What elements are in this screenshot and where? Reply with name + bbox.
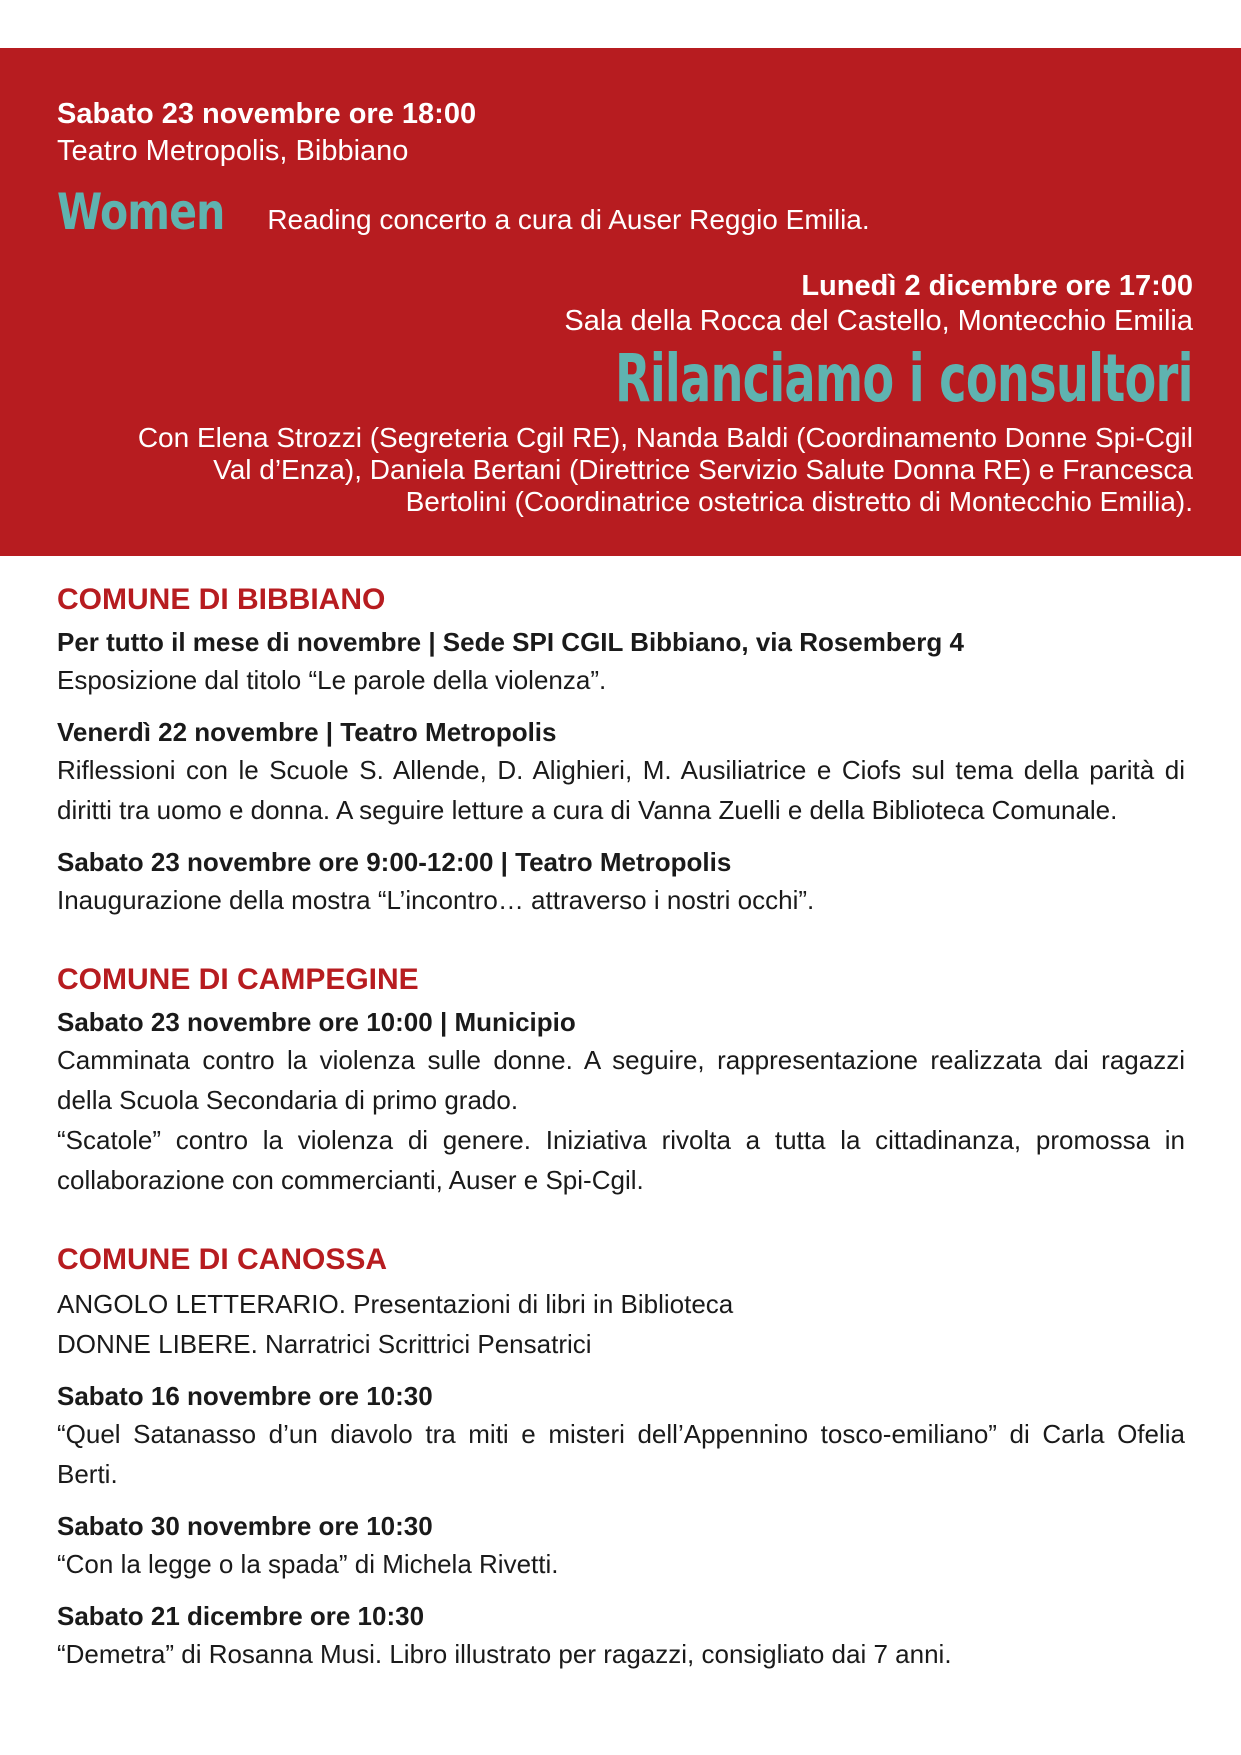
- event2-date: Lunedì 2 dicembre ore 17:00: [801, 270, 1193, 302]
- event-text: Inaugurazione della mostra “L’incontro… attraverso i nostri occhi”.: [57, 885, 815, 915]
- event1-place: Teatro Metropolis, Bibbiano: [57, 135, 409, 167]
- section-title: COMUNE DI CANOSSA: [57, 1243, 388, 1276]
- event-heading: Venerdì 22 novembre | Teatro Metropolis: [57, 717, 557, 747]
- event2-description: Con Elena Strozzi (Segreteria Cgil RE), Nanda Baldi (Coordinamento Donne Spi-Cgil Val d’Enza), Daniela Bertani (Direttrice Servizio Salute Donna RE) e Francesca Bertolini (Coordinatrice ostetrica distretto di Montecchio Emilia).: [137, 422, 1193, 517]
- event-text: “Con la legge o la spada” di Michela Rivetti.: [57, 1549, 559, 1579]
- event1-date: Sabato 23 novembre ore 18:00: [57, 98, 477, 130]
- event-heading: Sabato 30 novembre ore 10:30: [57, 1511, 433, 1541]
- section-bibbiano: [57, 582, 1185, 920]
- section-canossa: [57, 1242, 1185, 1674]
- section-title: COMUNE DI BIBBIANO: [57, 583, 386, 616]
- event1-title: Women: [57, 183, 225, 241]
- event-heading: Sabato 23 novembre ore 9:00-12:00 | Teatro Metropolis: [57, 847, 732, 877]
- event2-title: Rilanciamo i consultori: [615, 340, 1193, 417]
- event-heading: Sabato 21 dicembre ore 10:30: [57, 1601, 425, 1631]
- section-intro: DONNE LIBERE. Narratrici Scrittrici Pensatrici: [57, 1329, 592, 1359]
- section-intro: ANGOLO LETTERARIO. Presentazioni di libri in Biblioteca: [57, 1289, 734, 1319]
- event2-place: Sala della Rocca del Castello, Montecchio Emilia: [564, 305, 1193, 337]
- event1-row: [57, 183, 870, 241]
- event-heading: Per tutto il mese di novembre | Sede SPI CGIL Bibbiano, via Rosemberg 4: [57, 627, 964, 657]
- event-heading: Sabato 23 novembre ore 10:00 | Municipio: [57, 1007, 576, 1037]
- event-text: “Scatole” contro la violenza di genere. Iniziativa rivolta a tutta la cittadinanza, promossa in collaborazione con commercianti, Auser e Spi-Cgil.: [57, 1125, 1185, 1195]
- event-text: Riflessioni con le Scuole S. Allende, D. Alighieri, M. Ausiliatrice e Ciofs sul tema della parità di diritti tra uomo e donna. A seguire letture a cura di Vanna Zuelli e della Biblioteca Comunale.: [57, 755, 1185, 825]
- event-text: “Quel Satanasso d’un diavolo tra miti e misteri dell’Appennino tosco-emiliano” di Carla Ofelia Berti.: [57, 1419, 1185, 1489]
- event-text: “Demetra” di Rosanna Musi. Libro illustrato per ragazzi, consigliato dai 7 anni.: [57, 1639, 952, 1669]
- event-text: Esposizione dal titolo “Le parole della violenza”.: [57, 665, 607, 695]
- event-heading: Sabato 16 novembre ore 10:30: [57, 1381, 433, 1411]
- section-campegine: [57, 962, 1185, 1200]
- event-text: Camminata contro la violenza sulle donne. A seguire, rappresentazione realizzata dai ragazzi della Scuola Secondaria di primo grado.: [57, 1045, 1185, 1115]
- event-banner: [0, 48, 1241, 556]
- events-list: [57, 582, 1185, 1674]
- event1-description: Reading concerto a cura di Auser Reggio Emilia.: [267, 204, 870, 235]
- section-title: COMUNE DI CAMPEGINE: [57, 963, 419, 996]
